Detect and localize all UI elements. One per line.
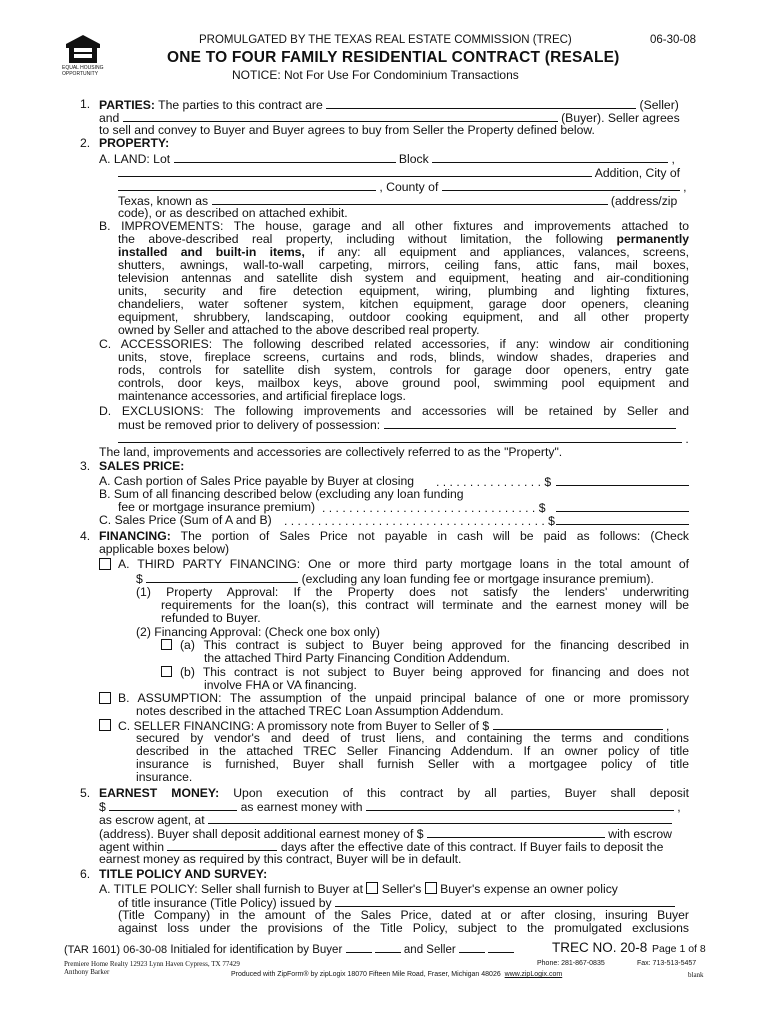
s4-intro-2: applicable boxes below) bbox=[99, 542, 230, 556]
s2-c-line-1: C. ACCESSORIES: The following described related accessories, if any: window air conditioning bbox=[99, 337, 689, 351]
title-company-field[interactable] bbox=[335, 896, 675, 907]
buyer-initial-2-field[interactable] bbox=[375, 942, 401, 953]
s5-line-3: as escrow agent, at bbox=[99, 813, 689, 827]
city-field[interactable] bbox=[118, 180, 376, 191]
seller-initial-1-field[interactable] bbox=[459, 942, 485, 953]
footer-blank: blank bbox=[688, 971, 704, 979]
s2-c-line-3: rods, controls for satellite dish system, controls for garage door openers, entry gate bbox=[118, 363, 689, 377]
header-date: 06-30-08 bbox=[650, 34, 697, 46]
s4-c-line-2: secured by vendor's and deed of trust liens, and containing the terms and conditions bbox=[136, 731, 689, 745]
financing-approval-a-checkbox[interactable] bbox=[161, 639, 172, 652]
s3-b2-dots: . . . . . . . . . . . . . . . . . . . . . . . . . . . . . . . . $ bbox=[322, 501, 546, 515]
s3-a: A. Cash portion of Sales Price payable by Buyer at closing bbox=[99, 474, 415, 488]
s2-code-line: code), or as described on attached exhibit. bbox=[118, 206, 348, 220]
s2-county-line: , County of , bbox=[118, 180, 689, 194]
footer-form-line: (TAR 1601) 06-30-08 Initialed for identification by Buyer and Seller bbox=[64, 942, 514, 956]
footer-agent: Anthony Barker bbox=[64, 968, 110, 976]
s2-d-line-1: D. EXCLUSIONS: The following improvements and accessories will be retained by Seller and bbox=[99, 404, 689, 418]
s2-b-line-7: chandeliers, water softener system, kitchen equipment, garage door openers, cleaning bbox=[118, 297, 689, 311]
s2-collective: The land, improvements and accessories are collectively referred to as the "Property". bbox=[99, 445, 563, 459]
s4-p1-line-1: (1) Property Approval: If the Property does not satisfy the lenders' underwriting bbox=[136, 585, 689, 599]
buyer-initial-1-field[interactable] bbox=[346, 942, 372, 953]
s2-b-line-3: installed and built-in items, if any: all equipment and appliances, valances, screens, bbox=[118, 245, 689, 259]
exclusions-field-2[interactable] bbox=[118, 432, 682, 443]
logo-line-2: OPPORTUNITY bbox=[62, 70, 99, 77]
deposit-days-field[interactable] bbox=[167, 840, 277, 851]
s5-line-5: agent within days after the effective date of this contract. If Buyer fails to deposit the bbox=[99, 840, 664, 854]
s3-b2: fee or mortgage insurance premium) bbox=[118, 500, 316, 514]
s2-c-line-2: units, stove, fireplace screens, curtains and rods, blinds, window shades, draperies and bbox=[118, 350, 689, 364]
s2-b-line-2: the above-described real property, including without limitation, the following permanently bbox=[118, 232, 690, 246]
trec-number: TREC NO. 20-8 bbox=[552, 940, 648, 955]
escrow-address-field[interactable] bbox=[208, 813, 672, 824]
footer-broker: Premiere Home Realty 12923 Lynn Haven Cypress, TX 77429 bbox=[64, 960, 240, 968]
property-address-field[interactable] bbox=[212, 194, 608, 205]
s2-b-line-1: B. IMPROVEMENTS: The house, garage and all other fixtures and improvements attached to bbox=[99, 219, 689, 233]
s4-p1-line-2: requirements for the loan(s), this contract will terminate and the earnest money will be bbox=[161, 598, 689, 612]
logo-line-1: EQUAL HOUSING bbox=[62, 65, 104, 71]
s2-head: PROPERTY: bbox=[99, 136, 170, 150]
s3-b1: B. Sum of all financing described below (excluding any loan funding bbox=[99, 487, 464, 501]
s1-line-2: and (Buyer). Seller agrees bbox=[99, 111, 680, 125]
third-party-checkbox[interactable] bbox=[99, 558, 111, 572]
sales-price-field[interactable] bbox=[556, 514, 689, 528]
notice-line: NOTICE: Not For Use For Condominium Transactions bbox=[232, 68, 519, 82]
s2-b-line-6: units, security and fire detection equipment, wiring, plumbing and lighting fixtures, bbox=[118, 284, 689, 298]
seller-name-field[interactable] bbox=[326, 98, 636, 109]
s2-addition-line: Addition, City of bbox=[118, 166, 689, 180]
additional-earnest-field[interactable] bbox=[427, 827, 605, 838]
s4-pb-line-2: involve FHA or VA financing. bbox=[204, 678, 357, 692]
addition-field[interactable] bbox=[118, 166, 592, 177]
s6-a-line-2: of title insurance (Title Policy) issued by bbox=[118, 896, 689, 910]
page-title: ONE TO FOUR FAMILY RESIDENTIAL CONTRACT (RESALE) bbox=[167, 49, 620, 66]
ziplogix-link[interactable]: www.zipLogix.com bbox=[504, 971, 563, 978]
exclusions-field[interactable] bbox=[384, 418, 676, 429]
s1-line-3: to sell and convey to Buyer and Buyer agrees to buy from Seller the Property defined below. bbox=[99, 123, 595, 137]
s3-a-dots: . . . . . . . . . . . . . . . . $ bbox=[436, 475, 552, 489]
third-party-amount-field[interactable] bbox=[146, 572, 298, 583]
s4-b-line-1: B. ASSUMPTION: The assumption of the unpaid principal balance of one or more promissory bbox=[118, 691, 689, 705]
financing-approval-b-checkbox[interactable] bbox=[161, 666, 172, 679]
buyers-expense-checkbox[interactable] bbox=[425, 882, 437, 894]
seller-financing-amount-field[interactable] bbox=[493, 719, 663, 730]
footer-fax: Fax: 713-513-5457 bbox=[637, 960, 697, 967]
s4-c-line-4: insurance is furnished, Buyer shall furnish Seller with a mortgagee policy of title bbox=[136, 757, 689, 771]
s5-line-2: $ as earnest money with , bbox=[99, 800, 681, 814]
page-number: Page 1 of 8 bbox=[652, 943, 706, 955]
s6-a-line-4: against loss under the provisions of the Title Policy, subject to the promulgated exclusions bbox=[118, 921, 689, 935]
s2-land-line: A. LAND: Lot Block , bbox=[99, 152, 675, 166]
assumption-checkbox[interactable] bbox=[99, 692, 111, 706]
buyer-name-field[interactable] bbox=[123, 111, 558, 122]
s2-known-line: Texas, known as (address/zip bbox=[118, 194, 678, 208]
equal-housing-logo-icon bbox=[64, 34, 102, 64]
s5-line-1: EARNEST MONEY: Upon execution of this contract by all parties, Buyer shall deposit bbox=[99, 786, 689, 800]
s4-c-line-5: insurance. bbox=[136, 770, 193, 784]
footer-produced: Produced with ZipForm® by zipLogix 18070 Fifteen Mile Road, Fraser, Michigan 48026 www.zipLogix.com bbox=[231, 971, 563, 978]
s4-pa-line-2: the attached Third Party Financing Condition Addendum. bbox=[204, 651, 511, 665]
s2-num: 2. bbox=[80, 136, 91, 150]
seller-initial-2-field[interactable] bbox=[488, 942, 514, 953]
s2-c-line-4: controls, door keys, mailbox keys, above ground pool, swimming pool equipment and bbox=[118, 376, 689, 390]
s3-c: C. Sales Price (Sum of A and B) bbox=[99, 513, 272, 527]
cash-portion-field[interactable] bbox=[556, 475, 689, 489]
s4-b-line-2: notes described in the attached TREC Loan Assumption Addendum. bbox=[136, 704, 504, 718]
footer-phone: Phone: 281-867-0835 bbox=[537, 960, 605, 967]
s2-b-line-8: equipment, shrubbery, landscaping, outdoor cooking equipment, and all other property bbox=[118, 310, 689, 324]
s4-a-line-2: $ (excluding any loan funding fee or mortgage insurance premium). bbox=[136, 572, 654, 586]
s3-c-dots: . . . . . . . . . . . . . . . . . . . . . . . . . . . . . . . . . . . . . . . $ bbox=[284, 514, 555, 528]
county-field[interactable] bbox=[442, 180, 680, 191]
s5-num: 5. bbox=[80, 786, 91, 800]
s2-d-line-2: must be removed prior to delivery of possession: bbox=[118, 418, 689, 432]
s2-d-line-3: . bbox=[118, 432, 689, 446]
s3-num: 3. bbox=[80, 459, 91, 473]
s3-head: SALES PRICE: bbox=[99, 459, 185, 473]
equal-housing-caption bbox=[62, 66, 110, 77]
s4-c-line-1: C. SELLER FINANCING: A promissory note from Buyer to Seller of $ , bbox=[118, 719, 670, 733]
s2-b-line-9: owned by Seller and attached to the above described real property. bbox=[118, 323, 480, 337]
s4-num: 4. bbox=[80, 529, 91, 543]
s4-c-line-3: described in the attached TREC Seller Financing Addendum. If an owner policy of title bbox=[136, 744, 689, 758]
s6-num: 6. bbox=[80, 867, 91, 881]
s6-a-line-3: (Title Company) in the amount of the Sales Price, dated at or after closing, insuring Buyer bbox=[118, 908, 689, 922]
s4-pb-line-1: (b) This contract is not subject to Buyer being approved for financing and does not bbox=[180, 665, 689, 679]
s5-line-4: (address). Buyer shall deposit additional earnest money of $ with escrow bbox=[99, 827, 672, 841]
s2-b-line-4: shutters, awnings, wall-to-wall carpeting, mirrors, ceiling fans, attic fans, mail boxes, bbox=[118, 258, 689, 272]
s1-num: 1. bbox=[80, 97, 91, 111]
s5-line-6: earnest money as required by this contract, Buyer will be in default. bbox=[99, 852, 462, 866]
s2-b-line-5: television antennas and satellite dish system and equipment, heating and air-conditioning bbox=[118, 271, 689, 285]
s4-p2: (2) Financing Approval: (Check one box only) bbox=[136, 625, 380, 639]
s4-intro-1: FINANCING: The portion of Sales Price not payable in cash will be paid as follows: (Check bbox=[99, 529, 690, 543]
s6-a-line-1: A. TITLE POLICY: Seller shall furnish to Buyer at Seller's Buyer's expense an owner policy bbox=[99, 882, 618, 896]
s4-pa-line-1: (a) This contract is subject to Buyer being approved for the financing described in bbox=[180, 638, 689, 652]
s6-head: TITLE POLICY AND SURVEY: bbox=[99, 867, 268, 881]
escrow-agent-field[interactable] bbox=[366, 800, 674, 811]
seller-financing-checkbox[interactable] bbox=[99, 719, 111, 733]
s1-line-1: PARTIES: The parties to this contract are (Seller) bbox=[99, 98, 679, 112]
promulgated-line: PROMULGATED BY THE TEXAS REAL ESTATE COMMISSION (TREC) bbox=[199, 34, 572, 46]
s4-a-line-1: A. THIRD PARTY FINANCING: One or more third party mortgage loans in the total amount of bbox=[118, 557, 689, 571]
s2-c-line-5: maintenance accessories, and artificial fireplace logs. bbox=[118, 389, 406, 403]
s4-p1-line-3: refunded to Buyer. bbox=[161, 611, 261, 625]
block-field[interactable] bbox=[432, 152, 668, 163]
sellers-expense-checkbox[interactable] bbox=[366, 882, 378, 894]
earnest-money-amount-field[interactable] bbox=[109, 800, 237, 811]
lot-field[interactable] bbox=[174, 152, 396, 163]
